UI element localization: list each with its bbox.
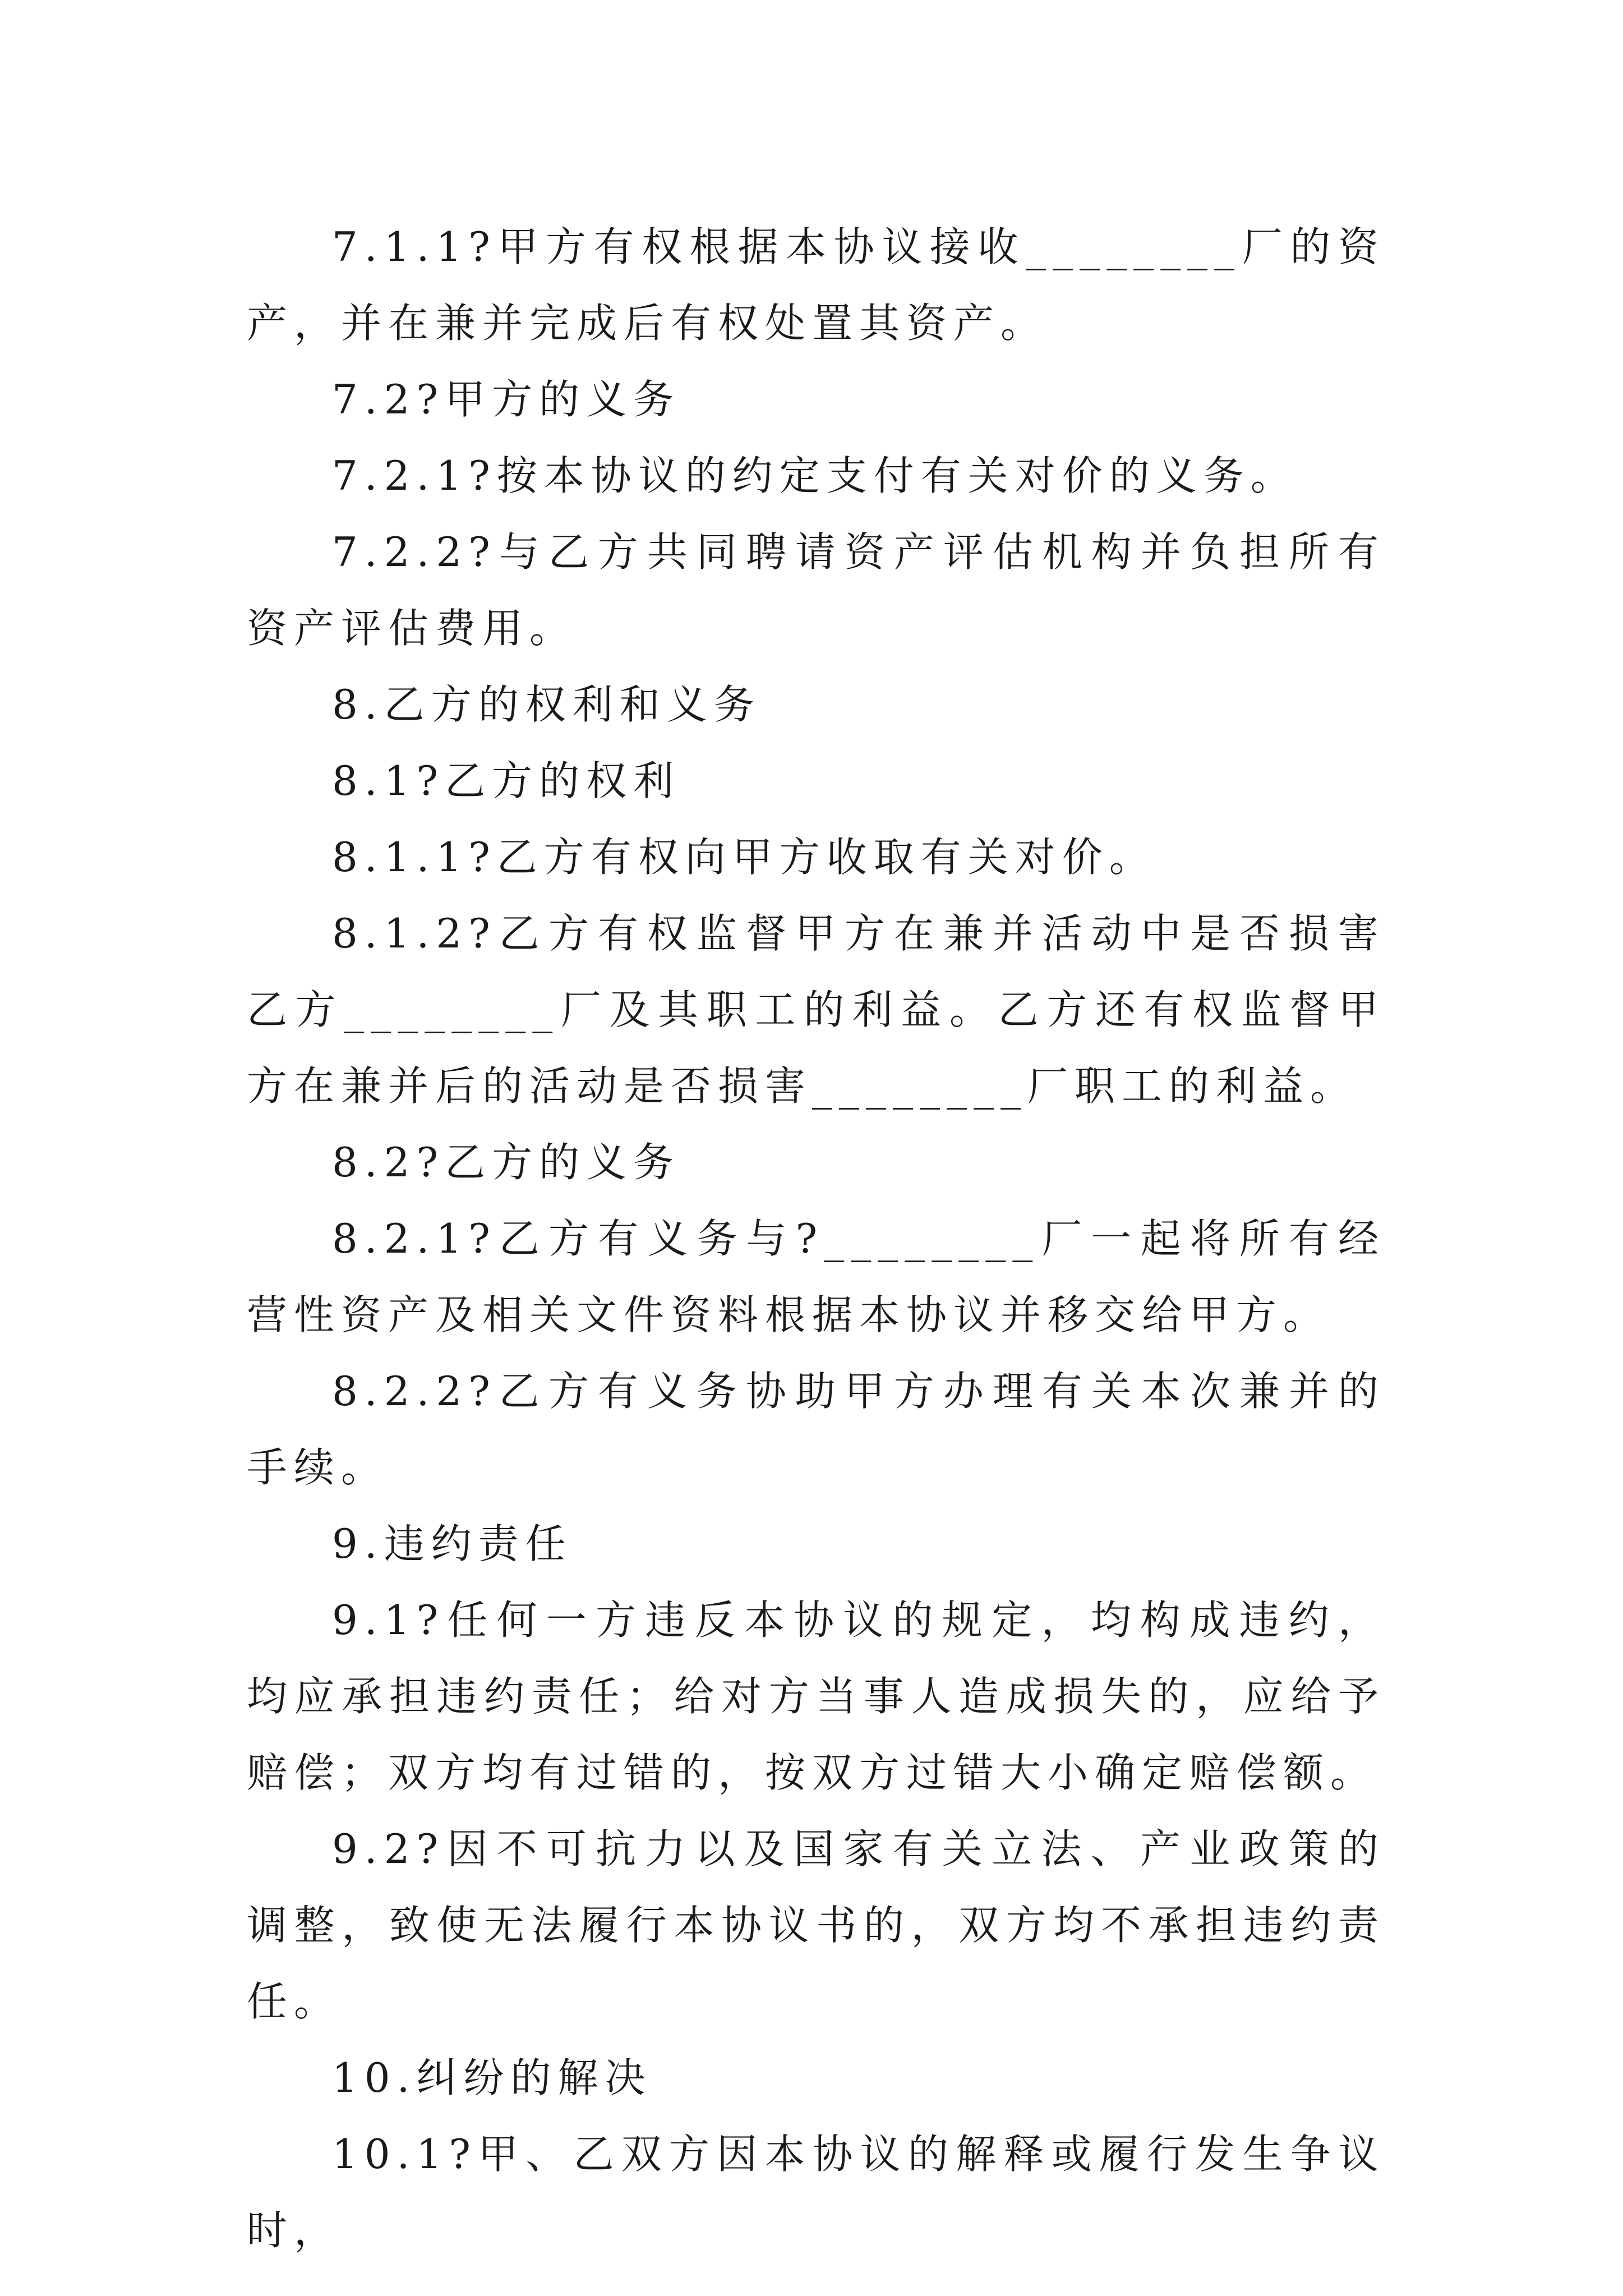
- clause-8-2-1: 8.2.1?乙方有义务与?________厂一起将所有经营性资产及相关文件资料根据本协议并移交给甲方。: [247, 1215, 1385, 1338]
- clause-8-2-2: 8.2.2?乙方有义务协助甲方办理有关本次兼并的手续。: [247, 1368, 1385, 1491]
- section-9-heading: 9.违约责任: [332, 1520, 573, 1567]
- clause-8-1-2: 8.1.2?乙方有权监督甲方在兼并活动中是否损害乙方________厂及其职工的利益。乙方还有权监督甲方在兼并后的活动是否损害________厂职工的利益。: [247, 910, 1385, 1110]
- document-body: [247, 209, 1385, 2269]
- clause-8-1-heading: 8.1?乙方的权利: [332, 757, 681, 804]
- section-8-heading: 8.乙方的权利和义务: [332, 681, 761, 728]
- clause-7-1-1: 7.1.1?甲方有权根据本协议接收________厂的资产，并在兼并完成后有权处置其资产。: [247, 223, 1385, 347]
- clause-9-1: 9.1?任何一方违反本协议的规定，均构成违约，均应承担违约责任；给对方当事人造成损失的，应给予赔偿；双方均有过错的，按双方过错大小确定赔偿额。: [247, 1596, 1385, 1796]
- clause-9-2: 9.2?因不可抗力以及国家有关立法、产业政策的调整，致使无法履行本协议书的，双方均不承担违约责任。: [247, 1825, 1385, 2025]
- clause-10-1: 10.1?甲、乙双方因本协议的解释或履行发生争议时，: [247, 2131, 1385, 2254]
- clause-7-2-1: 7.2.1?按本协议的约定支付有关对价的义务。: [332, 452, 1298, 499]
- clause-8-2-heading: 8.2?乙方的义务: [332, 1139, 681, 1186]
- section-10-heading: 10.纠纷的解决: [332, 2054, 652, 2101]
- clause-8-1-1: 8.1.1?乙方有权向甲方收取有关对价。: [332, 834, 1156, 881]
- clause-7-2-heading: 7.2?甲方的义务: [332, 376, 681, 423]
- clause-7-2-2: 7.2.2?与乙方共同聘请资产评估机构并负担所有资产评估费用。: [247, 528, 1385, 652]
